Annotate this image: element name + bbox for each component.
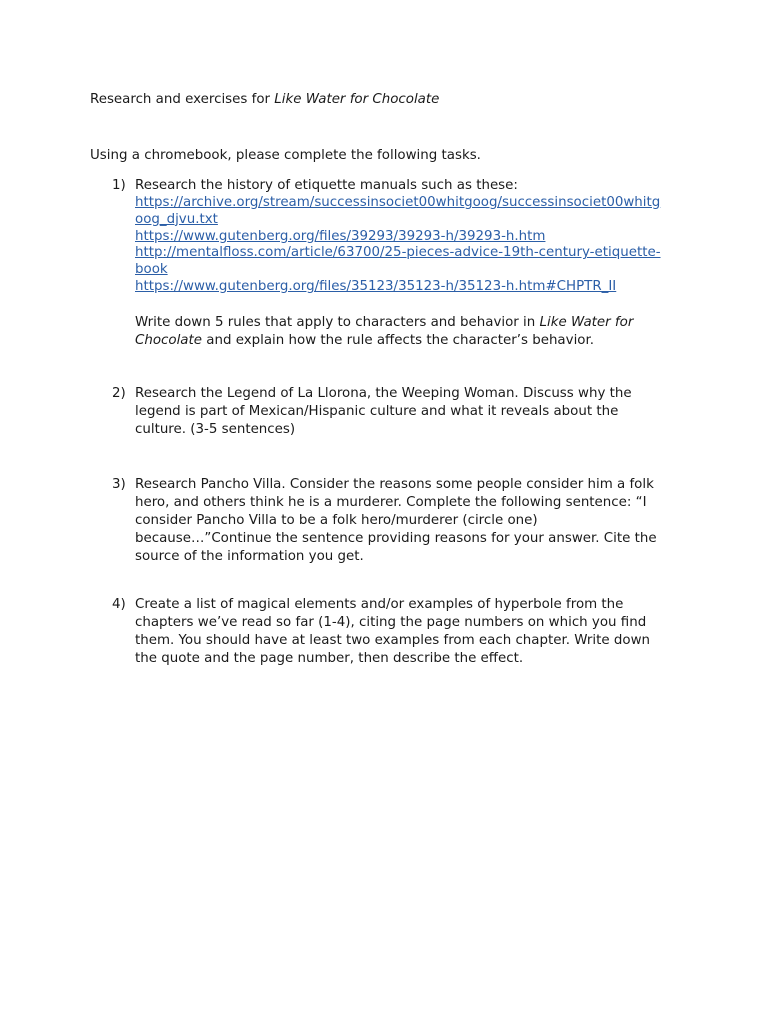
task-1-note <box>135 314 692 350</box>
note-text-b: and explain how the rule affects the character’s behavior. <box>202 332 595 348</box>
task-line: consider Pancho Villa to be a folk hero/murderer (circle one) <box>135 513 538 528</box>
task-number: 3) <box>112 477 126 492</box>
task-line: legend is part of Mexican/Hispanic culture and what it reveals about the <box>135 404 619 419</box>
task-number: 2) <box>112 386 126 401</box>
task-number: 4) <box>112 597 126 612</box>
link-gutenberg-39293[interactable]: https://www.gutenberg.org/files/39293/39293-h/39293-h.htm <box>135 228 546 244</box>
link-gutenberg-35123[interactable]: https://www.gutenberg.org/files/35123/35123-h/35123-h.htm#CHPTR_II <box>135 278 617 294</box>
task-line: culture. (3-5 sentences) <box>135 422 296 437</box>
task-line: because…”Continue the sentence providing reasons for your answer. Cite the <box>135 531 657 546</box>
note-text-a: Write down 5 rules that apply to characters and behavior in <box>135 314 540 330</box>
task-1 <box>112 177 692 350</box>
task-line: Research the Legend of La Llorona, the Weeping Woman. Discuss why the <box>135 386 632 401</box>
title-prefix: Research and exercises for <box>90 92 275 107</box>
task-2 <box>112 385 692 439</box>
note-book-1: Like Water for <box>539 314 634 330</box>
task-3 <box>112 476 692 566</box>
task-line: them. You should have at least two examples from each chapter. Write down <box>135 633 651 648</box>
task-1-lead: Research the history of etiquette manuals such as these: <box>135 178 518 193</box>
intro-text: Using a chromebook, please complete the following tasks. <box>90 148 481 163</box>
title-book: Like Water for Chocolate <box>274 92 440 107</box>
note-book-2: Chocolate <box>135 332 202 348</box>
task-line: the quote and the page number, then describe the effect. <box>135 651 524 666</box>
link-mentalfloss-continued[interactable]: book <box>135 262 168 278</box>
task-line: hero, and others think he is a murderer. Complete the following sentence: “I <box>135 495 647 510</box>
task-4 <box>112 596 692 668</box>
task-line: source of the information you get. <box>135 549 364 564</box>
task-line: Research Pancho Villa. Consider the reasons some people consider him a folk <box>135 477 654 492</box>
task-line: Create a list of magical elements and/or examples of hyperbole from the <box>135 597 624 612</box>
document-title <box>90 91 439 109</box>
link-archive-org-continued[interactable]: oog_djvu.txt <box>135 211 218 227</box>
task-number: 1) <box>112 178 126 193</box>
task-line: chapters we’ve read so far (1-4), citing the page numbers on which you find <box>135 615 647 630</box>
link-mentalfloss[interactable]: http://mentalfloss.com/article/63700/25-pieces-advice-19th-century-etiquette- <box>135 245 661 261</box>
link-archive-org[interactable]: https://archive.org/stream/successinsociet00whitgoog/successinsociet00whitg <box>135 195 661 210</box>
